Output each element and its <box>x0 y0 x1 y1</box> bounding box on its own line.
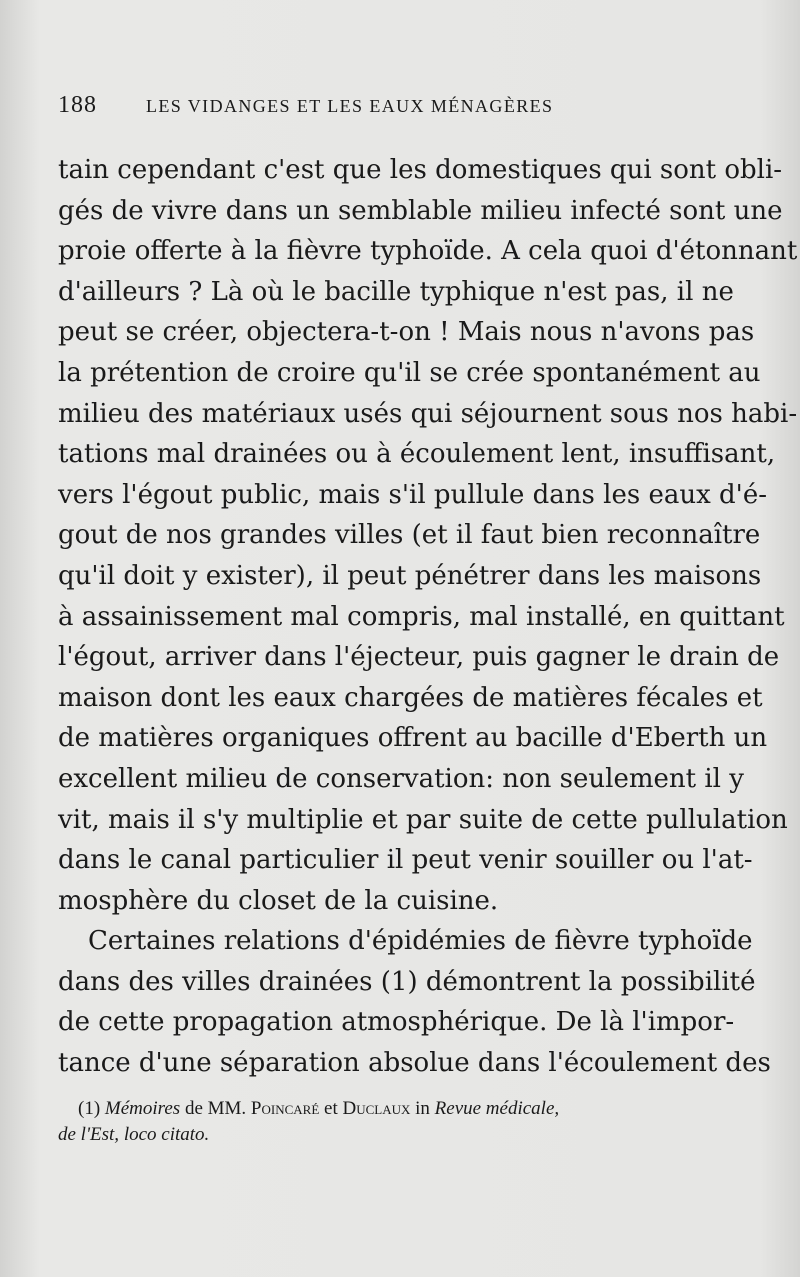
text-line: d'ailleurs ? Là où le bacille typhique n'est pas, il ne <box>58 276 734 307</box>
running-title: LES VIDANGES ET LES EAUX MÉNAGÈRES <box>146 96 554 116</box>
text-line: dans le canal particulier il peut venir souiller ou l'at- <box>58 845 753 876</box>
text-line: maison dont les eaux chargées de matières fécales et <box>58 682 763 713</box>
text-line: gout de nos grandes villes (et il faut bien reconnaître <box>58 520 761 551</box>
footnote-marker: (1) <box>78 1098 101 1119</box>
text-line: mosphère du closet de la cuisine. <box>58 885 499 916</box>
text-line: excellent milieu de conservation: non seulement il y <box>58 763 744 794</box>
footnote-line <box>58 1096 710 1122</box>
footnote-author: Poincaré <box>250 1098 320 1119</box>
text-line: Certaines relations d'épidémies de fièvre typhoïde <box>88 926 753 957</box>
running-head <box>58 92 748 122</box>
text-line: gés de vivre dans un semblable milieu infecté sont une <box>58 195 783 226</box>
text-line: qu'il doit y exister), il peut pénétrer dans les maisons <box>58 560 762 591</box>
footnote-work: Mémoires <box>104 1098 181 1119</box>
text-line: de cette propagation atmosphérique. De là l'impor- <box>58 1007 735 1038</box>
footnote <box>58 1096 710 1148</box>
page-number: 188 <box>58 92 97 118</box>
footnote-et: et <box>324 1098 338 1119</box>
footnote-author: Duclaux <box>342 1098 411 1119</box>
text-line: de matières organiques offrent au bacille d'Eberth un <box>58 723 768 754</box>
text-line: à assainissement mal compris, mal installé, en quittant <box>58 601 785 632</box>
footnote-line <box>58 1122 710 1148</box>
text-line: proie offerte à la fièvre typhoïde. A cela quoi d'étonnant <box>58 236 798 267</box>
text-line: l'égout, arriver dans l'éjecteur, puis gagner le drain de <box>58 642 780 673</box>
footnote-de-mm: de MM. <box>184 1098 247 1119</box>
text-line: vers l'égout public, mais s'il pullule dans les eaux d'é- <box>58 479 767 510</box>
footnote-journal: Revue médicale, <box>434 1098 560 1119</box>
text-line: tations mal drainées ou à écoulement lent, insuffisant, <box>58 439 776 470</box>
text-line: vit, mais il s'y multiplie et par suite de cette pullulation <box>58 804 788 835</box>
text-line: tance d'une séparation absolue dans l'écoulement des <box>58 1048 771 1079</box>
text-line: milieu des matériaux usés qui séjournent sous nos habi- <box>58 398 798 429</box>
body-text <box>58 150 798 1084</box>
text-line: la prétention de croire qu'il se crée spontanément au <box>58 357 761 388</box>
text-line: dans des villes drainées (1) démontrent la possibilité <box>58 966 756 997</box>
text-line: peut se créer, objectera-t-on ! Mais nous n'avons pas <box>58 317 755 348</box>
footnote-in: in <box>415 1098 430 1119</box>
footnote-journal: de l'Est, <box>58 1124 120 1145</box>
text-line: tain cependant c'est que les domestiques qui sont obli- <box>58 155 783 185</box>
footnote-citation: loco citato. <box>123 1124 210 1145</box>
